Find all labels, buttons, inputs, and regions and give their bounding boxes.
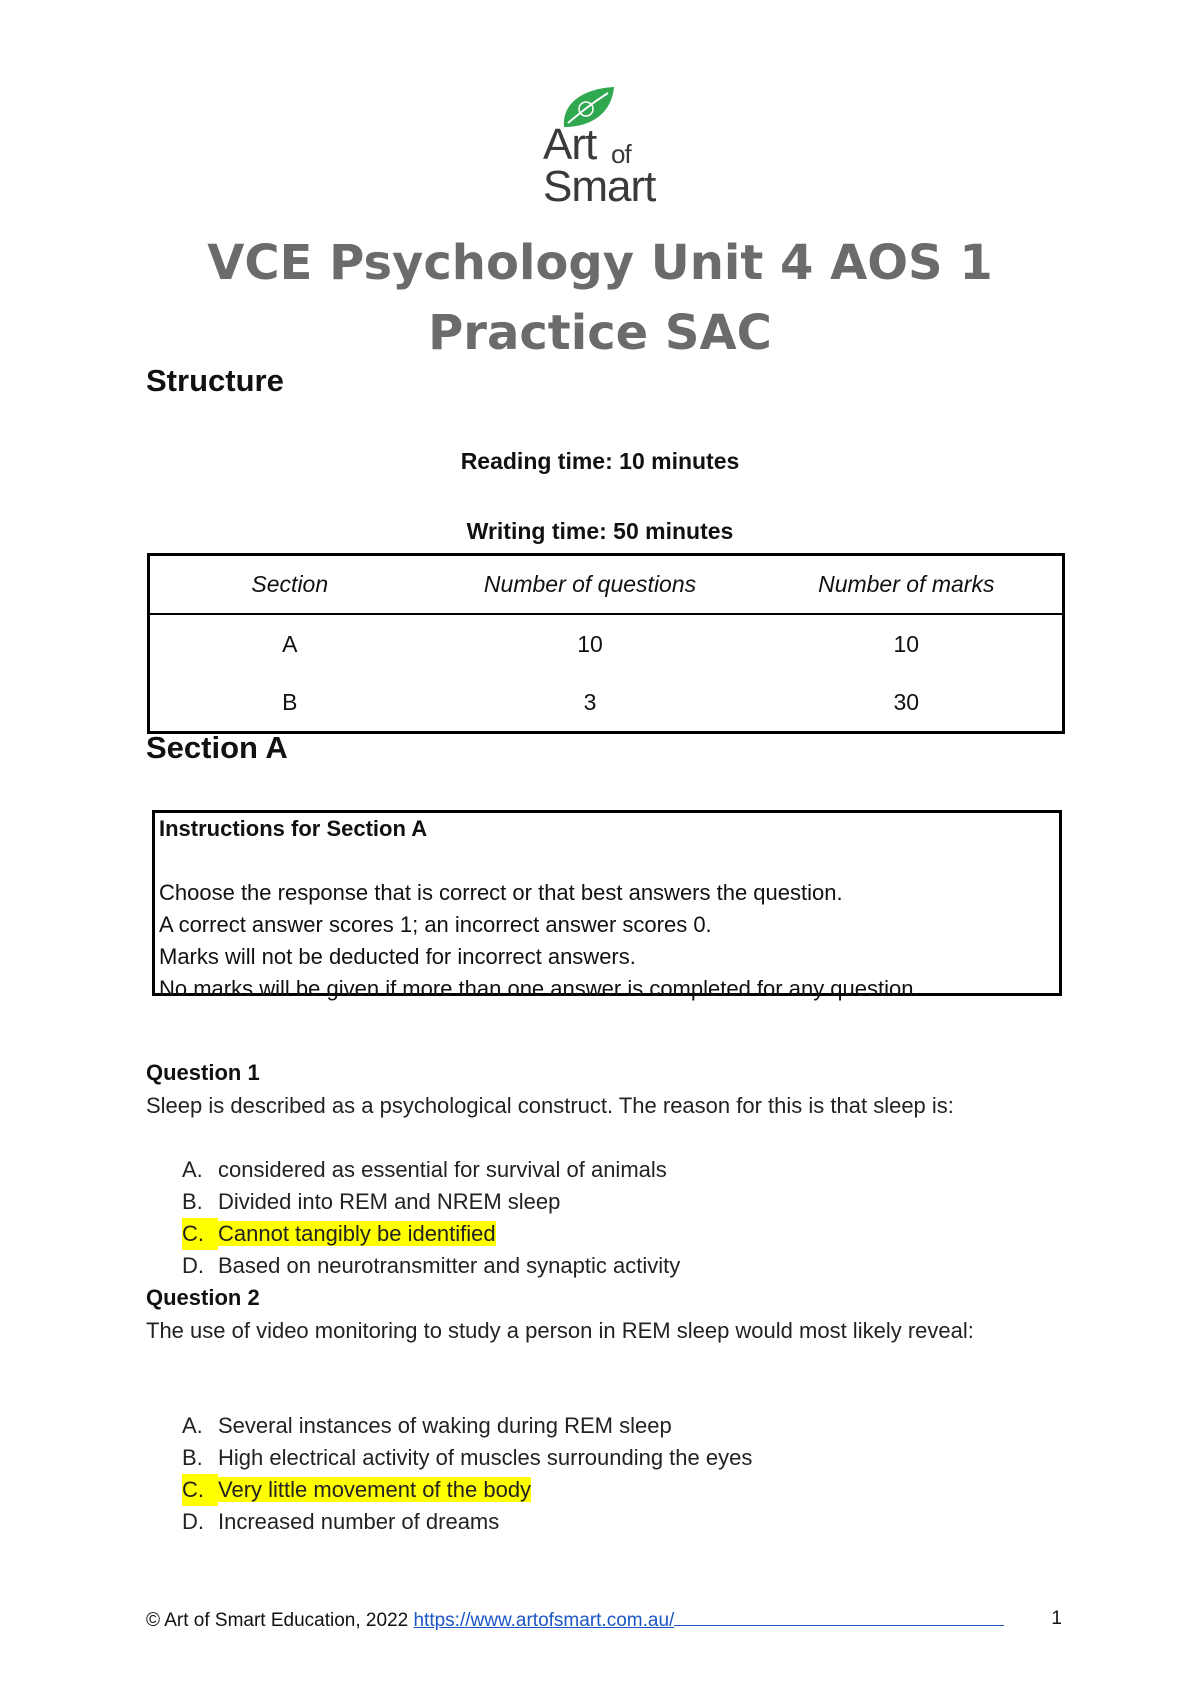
option-c-highlighted[interactable]: C. Very little movement of the body (182, 1474, 752, 1506)
cell-section: A (282, 630, 298, 657)
reading-time: Reading time: 10 minutes (460, 448, 740, 474)
header-section: Section (149, 555, 430, 615)
footer-copyright: © Art of Smart Education, 2022 (146, 1610, 409, 1631)
section-a-heading: Section A (146, 730, 288, 765)
title-line-1: VCE Psychology Unit 4 AOS 1 (207, 235, 993, 291)
footer-link[interactable]: https://www.artofsmart.com.au/ (413, 1610, 675, 1631)
instructions-lines (159, 877, 920, 1005)
option-b[interactable]: B. High electrical activity of muscles surrounding the eyes (182, 1445, 753, 1470)
structure-heading: Structure (146, 363, 284, 398)
document-title (140, 228, 1060, 368)
instructions-title: Instructions for Section A (159, 816, 428, 841)
instructions-box (152, 810, 1062, 1001)
option-d[interactable]: D. Based on neurotransmitter and synaptic activity (182, 1253, 681, 1278)
writing-time: Writing time: 50 minutes (466, 518, 734, 544)
option-a[interactable]: A. considered as essential for survival of animals (182, 1157, 667, 1182)
structure-table (147, 553, 1065, 734)
instruction-line: A correct answer scores 1; an incorrect answer scores 0. (159, 912, 712, 937)
question-1-title: Question 1 (146, 1060, 260, 1085)
instruction-line: Choose the response that is correct or that best answers the question. (159, 880, 843, 905)
cell-questions: 10 (577, 630, 603, 657)
page-footer (146, 1607, 1062, 1633)
table-row (149, 614, 1064, 673)
instruction-line: No marks will be given if more than one answer is completed for any question. (159, 976, 920, 1001)
cell-questions: 3 (583, 688, 597, 715)
instruction-line: Marks will not be deducted for incorrect answers. (159, 944, 636, 969)
logo-word-art: Art (543, 120, 597, 169)
question-1-options (182, 1154, 680, 1282)
logo-word-smart: Smart (543, 162, 656, 211)
art-of-smart-logo (543, 85, 673, 215)
option-b[interactable]: B. Divided into REM and NREM sleep (182, 1189, 561, 1214)
footer-link-underline (674, 1607, 1004, 1626)
header-number-of-questions: Number of questions (430, 555, 751, 615)
title-line-2: Practice SAC (428, 305, 772, 361)
table-header-row (149, 555, 1064, 615)
cell-section: B (282, 688, 298, 715)
page-number: 1 (1051, 1608, 1062, 1629)
option-d[interactable]: D. Increased number of dreams (182, 1509, 500, 1534)
option-c-highlighted[interactable]: C. Cannot tangibly be identified (182, 1218, 680, 1250)
question-2-text: The use of video monitoring to study a person in REM sleep would most likely reveal: (146, 1318, 974, 1343)
option-a[interactable]: A. Several instances of waking during REM sleep (182, 1413, 672, 1438)
logo-word-of: of (611, 139, 631, 169)
question-2-title: Question 2 (146, 1285, 260, 1310)
header-number-of-marks: Number of marks (751, 555, 1064, 615)
question-2-options (182, 1410, 752, 1538)
cell-marks: 10 (893, 630, 920, 657)
table-row (149, 673, 1064, 733)
question-1-text: Sleep is described as a psychological construct. The reason for this is that sleep is: (146, 1093, 954, 1118)
cell-marks: 30 (893, 688, 920, 715)
